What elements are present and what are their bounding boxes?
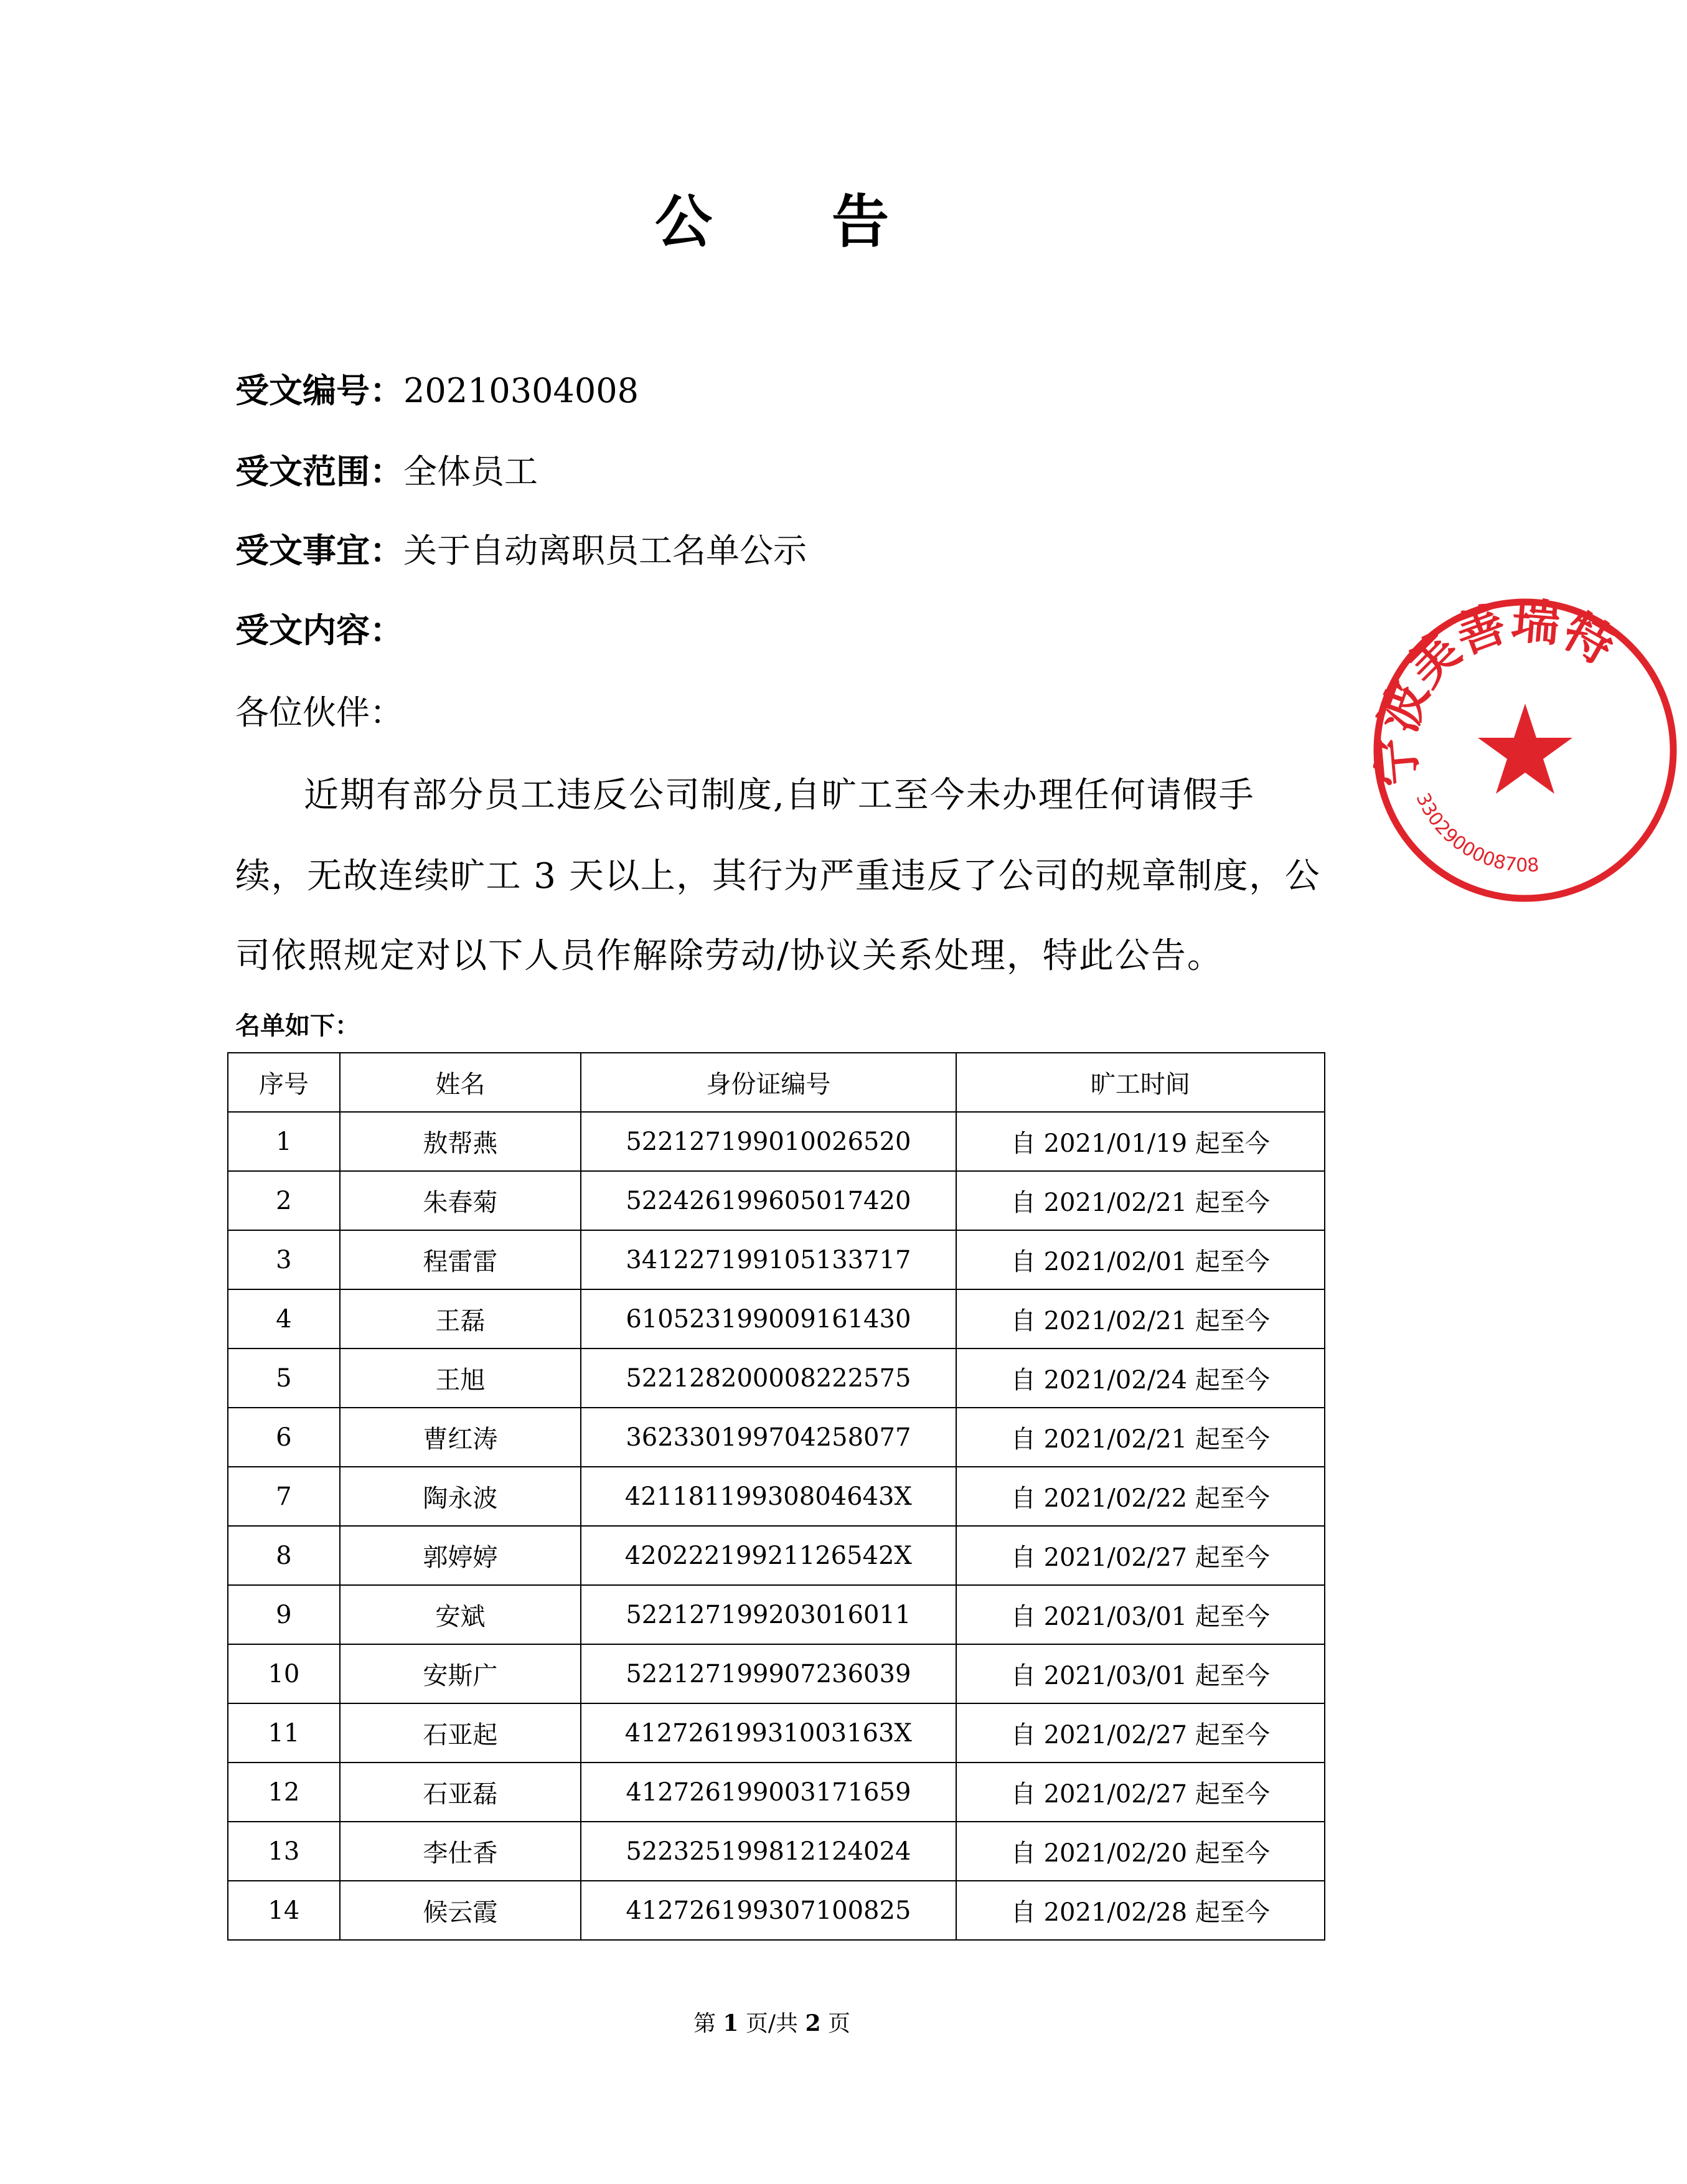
cell-id-number: 41272619931003163X <box>581 1703 956 1763</box>
cell-index: 10 <box>228 1644 340 1703</box>
table-row <box>228 1467 1325 1526</box>
cell-absence-time: 自 2021/02/28 起至今 <box>956 1881 1325 1940</box>
cell-index: 9 <box>228 1585 340 1644</box>
table-row <box>228 1408 1325 1467</box>
table-row <box>228 1289 1325 1349</box>
cell-index: 4 <box>228 1289 340 1349</box>
cell-index: 7 <box>228 1467 340 1526</box>
cell-index: 11 <box>228 1703 340 1763</box>
table-row <box>228 1171 1325 1230</box>
footer-total-pages: 2 <box>805 2010 821 2036</box>
cell-id-number: 522426199605017420 <box>581 1171 956 1230</box>
doc-number-label: 受文编号： <box>235 370 403 410</box>
cell-index: 12 <box>228 1763 340 1822</box>
cell-index: 2 <box>228 1171 340 1230</box>
cell-id-number: 341227199105133717 <box>581 1230 956 1289</box>
cell-name: 安斌 <box>340 1585 581 1644</box>
table-row <box>228 1526 1325 1585</box>
footer-suffix: 页 <box>828 2011 851 2036</box>
header-id-number: 身份证编号 <box>581 1053 956 1112</box>
cell-id-number: 42118119930804643X <box>581 1467 956 1526</box>
doc-number-field <box>235 370 639 410</box>
cell-name: 曹红涛 <box>340 1408 581 1467</box>
cell-name: 候云霞 <box>340 1881 581 1940</box>
cell-name: 敖帮燕 <box>340 1112 581 1171</box>
roster-table <box>227 1052 1325 1941</box>
cell-absence-time: 自 2021/02/20 起至今 <box>956 1822 1325 1881</box>
header-name: 姓名 <box>340 1053 581 1112</box>
cell-id-number: 522127199907236039 <box>581 1644 956 1703</box>
doc-subject-field <box>235 530 807 570</box>
cell-absence-time: 自 2021/02/27 起至今 <box>956 1763 1325 1822</box>
seal-company-name: 宁波美善瑞特 <box>1367 592 1624 789</box>
header-index: 序号 <box>228 1053 340 1112</box>
footer-prefix: 第 <box>693 2011 716 2036</box>
table-row <box>228 1230 1325 1289</box>
cell-absence-time: 自 2021/03/01 起至今 <box>956 1644 1325 1703</box>
table-header-row <box>228 1053 1325 1112</box>
company-seal <box>1363 588 1687 912</box>
table-row <box>228 1112 1325 1171</box>
cell-name: 陶永波 <box>340 1467 581 1526</box>
cell-name: 王磊 <box>340 1289 581 1349</box>
cell-id-number: 412726199307100825 <box>581 1881 956 1940</box>
cell-name: 安斯广 <box>340 1644 581 1703</box>
seal-star-icon <box>1478 704 1572 794</box>
doc-content-field <box>235 610 403 650</box>
header-absence-time: 旷工时间 <box>956 1053 1325 1112</box>
cell-absence-time: 自 2021/03/01 起至今 <box>956 1585 1325 1644</box>
cell-absence-time: 自 2021/02/24 起至今 <box>956 1349 1325 1408</box>
cell-name: 郭婷婷 <box>340 1526 581 1585</box>
cell-id-number: 522127199203016011 <box>581 1585 956 1644</box>
table-row <box>228 1703 1325 1763</box>
cell-index: 1 <box>228 1112 340 1171</box>
cell-id-number: 412726199003171659 <box>581 1763 956 1822</box>
cell-index: 3 <box>228 1230 340 1289</box>
cell-index: 14 <box>228 1881 340 1940</box>
cell-absence-time: 自 2021/02/21 起至今 <box>956 1408 1325 1467</box>
cell-index: 13 <box>228 1822 340 1881</box>
table-row <box>228 1585 1325 1644</box>
cell-name: 王旭 <box>340 1349 581 1408</box>
cell-index: 8 <box>228 1526 340 1585</box>
cell-id-number: 362330199704258077 <box>581 1408 956 1467</box>
roster-body <box>228 1112 1325 1940</box>
cell-index: 6 <box>228 1408 340 1467</box>
doc-scope-field <box>235 451 538 491</box>
cell-id-number: 42022219921126542X <box>581 1526 956 1585</box>
page-footer <box>0 2012 1544 2035</box>
doc-subject-label: 受文事宜： <box>235 530 403 570</box>
doc-scope-label: 受文范围： <box>235 451 403 491</box>
table-row <box>228 1644 1325 1703</box>
doc-content-label: 受文内容： <box>235 610 403 650</box>
doc-subject-value: 关于自动离职员工名单公示 <box>403 531 807 570</box>
page-title: 公 告 <box>654 188 939 255</box>
cell-id-number: 522128200008222575 <box>581 1349 956 1408</box>
cell-name: 石亚磊 <box>340 1763 581 1822</box>
seal-number: 3302900008708 <box>1411 789 1540 877</box>
doc-number-value: 20210304008 <box>403 371 639 410</box>
cell-absence-time: 自 2021/02/21 起至今 <box>956 1171 1325 1230</box>
cell-absence-time: 自 2021/01/19 起至今 <box>956 1112 1325 1171</box>
cell-name: 李仕香 <box>340 1822 581 1881</box>
table-row <box>228 1822 1325 1881</box>
footer-middle: 页/共 <box>745 2011 799 2036</box>
body-line-1: 近期有部分员工违反公司制度,自旷工至今未办理任何请假手 <box>304 775 1255 816</box>
cell-name: 朱春菊 <box>340 1171 581 1230</box>
footer-page-number: 1 <box>723 2010 739 2036</box>
table-row <box>228 1349 1325 1408</box>
cell-name: 程雷雷 <box>340 1230 581 1289</box>
table-row <box>228 1763 1325 1822</box>
cell-name: 石亚起 <box>340 1703 581 1763</box>
cell-absence-time: 自 2021/02/27 起至今 <box>956 1703 1325 1763</box>
body-line-2: 续，无故连续旷工 3 天以上，其行为严重违反了公司的规章制度，公 <box>235 856 1321 897</box>
cell-absence-time: 自 2021/02/22 起至今 <box>956 1467 1325 1526</box>
cell-absence-time: 自 2021/02/01 起至今 <box>956 1230 1325 1289</box>
doc-scope-value: 全体员工 <box>403 452 538 491</box>
cell-absence-time: 自 2021/02/21 起至今 <box>956 1289 1325 1349</box>
cell-absence-time: 自 2021/02/27 起至今 <box>956 1526 1325 1585</box>
body-line-3: 司依照规定对以下人员作解除劳动/协议关系处理，特此公告。 <box>235 936 1223 976</box>
cell-id-number: 522325199812124024 <box>581 1822 956 1881</box>
greeting: 各位伙伴： <box>235 693 403 732</box>
cell-index: 5 <box>228 1349 340 1408</box>
cell-id-number: 522127199010026520 <box>581 1112 956 1171</box>
list-title: 名单如下： <box>235 1011 360 1040</box>
cell-id-number: 610523199009161430 <box>581 1289 956 1349</box>
table-row <box>228 1881 1325 1940</box>
